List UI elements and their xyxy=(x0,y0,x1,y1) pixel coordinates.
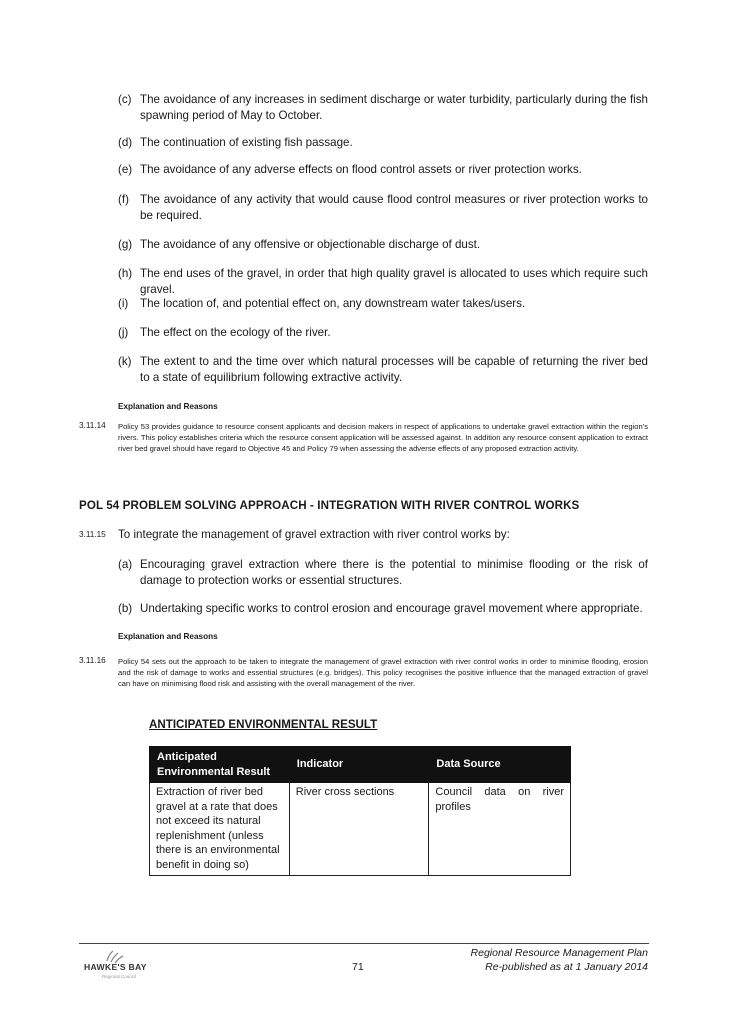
criterion-label: (d) xyxy=(118,136,133,149)
criterion-h xyxy=(118,266,648,298)
criterion-text: The effect on the ecology of the river. xyxy=(140,326,331,339)
policy-item-text: Undertaking specific works to control erosion and encourage gravel movement where appropriate. xyxy=(140,602,643,615)
table-row xyxy=(150,783,571,876)
paragraph-number: 3.11.16 xyxy=(79,656,106,665)
aer-header-result: Anticipated Environmental Result xyxy=(150,747,290,783)
policy-item-text: Encouraging gravel extraction where there is the potential to minimise flooding or the risk of damage to protection works or essential structures. xyxy=(140,558,648,587)
plan-name: Regional Resource Management Plan xyxy=(470,947,648,959)
explanation-paragraph: Policy 54 sets out the approach to be taken to integrate the management of gravel extraction with river control works in order to minimise flooding, erosion and the risk of damage to works and essential structures (e.g. bridges). This policy recognises the positive influence that the managed extraction of gravel can have on minimising flood risk and assisting with the overall management of the river. xyxy=(118,657,648,688)
explanation-heading: Explanation and Reasons xyxy=(118,402,218,411)
criterion-label: (j) xyxy=(118,326,129,339)
page-number: 71 xyxy=(352,961,364,973)
criterion-i xyxy=(118,296,648,312)
criterion-f xyxy=(118,192,648,224)
criterion-g xyxy=(118,237,648,253)
aer-header-indicator: Indicator xyxy=(289,747,429,783)
criterion-d xyxy=(118,135,648,151)
explanation-paragraph: Policy 53 provides guidance to resource consent applicants and decision makers in respect of applications to undertake gravel extraction within the region's rivers. This policy establishes criteria which the resource consent application will be assessed against. In addition any resource consent application to extract river bed gravel should have regard to Objective 45 and Policy 79 when assessing the adverse effects of any proposed extraction activity. xyxy=(118,422,648,453)
criterion-label: (k) xyxy=(118,355,132,368)
criterion-label: (g) xyxy=(118,238,133,251)
aer-cell-result: Extraction of river bed gravel at a rate that does not exceed its natural replenishment (unless there is an environmental benefit in doing so) xyxy=(150,783,290,876)
policy-item-a xyxy=(118,557,648,589)
policy-item-b xyxy=(118,601,648,617)
aer-title: ANTICIPATED ENVIRONMENTAL RESULT xyxy=(149,718,378,731)
criterion-label: (i) xyxy=(118,297,129,310)
criterion-text: The avoidance of any offensive or objectionable discharge of dust. xyxy=(140,238,481,251)
criterion-text: The extent to and the time over which natural processes will be capable of returning the river bed to a state of equilibrium following extractive activity. xyxy=(140,355,648,384)
criterion-label: (e) xyxy=(118,163,133,176)
footer-divider xyxy=(79,943,649,944)
criterion-k xyxy=(118,354,648,386)
policy-item-label: (a) xyxy=(118,558,133,571)
criterion-text: The avoidance of any adverse effects on flood control assets or river protection works. xyxy=(140,163,582,176)
logo-text: HAWKE'S BAY xyxy=(84,962,147,972)
criterion-text: The avoidance of any increases in sediment discharge or water turbidity, particularly during the fish spawning period of May to October. xyxy=(140,93,648,122)
criterion-text: The location of, and potential effect on, any downstream water takes/users. xyxy=(140,297,526,310)
aer-cell-source: Council data on river profiles xyxy=(429,783,571,876)
criterion-text: The end uses of the gravel, in order that high quality gravel is allocated to uses which require such gravel. xyxy=(140,267,648,296)
criterion-label: (c) xyxy=(118,93,132,106)
aer-cell-indicator: River cross sections xyxy=(289,783,429,876)
criterion-label: (f) xyxy=(118,193,129,206)
republished-date: Re-published as at 1 January 2014 xyxy=(485,961,648,973)
aer-header-row xyxy=(150,747,571,783)
plan-title xyxy=(471,946,648,974)
aer-table xyxy=(149,746,571,876)
aer-header-source: Data Source xyxy=(429,747,571,783)
policy-intro: To integrate the management of gravel extraction with river control works by: xyxy=(118,528,510,541)
logo-subtext: Regional Council xyxy=(102,974,137,979)
criterion-text: The avoidance of any activity that would cause flood control measures or river protection works to be required. xyxy=(140,193,648,222)
explanation-heading: Explanation and Reasons xyxy=(118,632,218,641)
criterion-e xyxy=(118,162,648,178)
criterion-c xyxy=(118,92,648,124)
paragraph-number: 3.11.14 xyxy=(79,421,106,430)
policy-item-label: (b) xyxy=(118,602,133,615)
policy-heading: POL 54 PROBLEM SOLVING APPROACH - INTEGRATION WITH RIVER CONTROL WORKS xyxy=(79,499,580,512)
criterion-text: The continuation of existing fish passage. xyxy=(140,136,353,149)
paragraph-number: 3.11.15 xyxy=(79,530,106,539)
criterion-label: (h) xyxy=(118,267,133,280)
criterion-j xyxy=(118,325,648,341)
